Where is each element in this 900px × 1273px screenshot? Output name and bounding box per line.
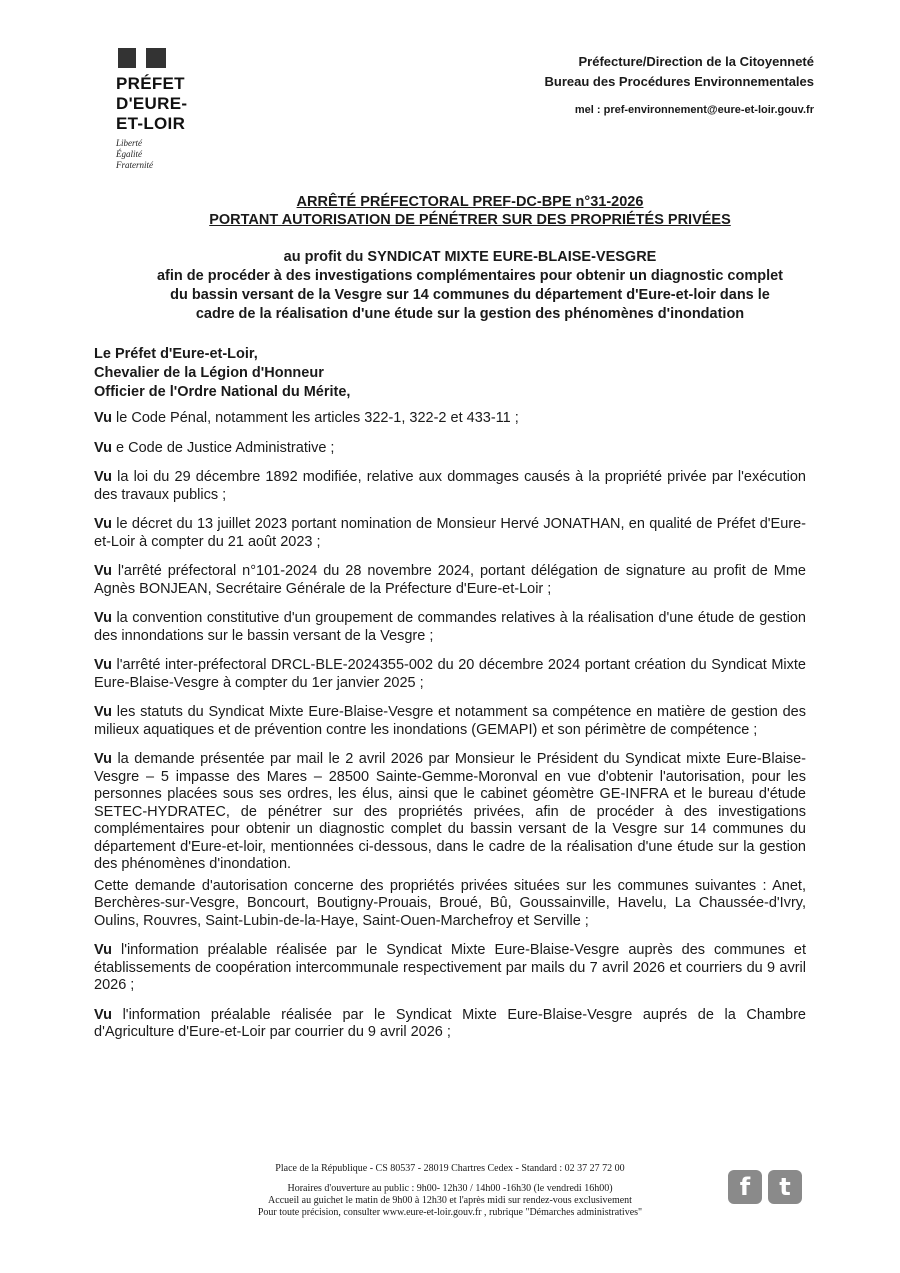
vu-paragraph: Vu la loi du 29 décembre 1892 modifiée, relative aux dommages causés à la propriété privée par l'exécution des travaux publics ; bbox=[94, 469, 806, 503]
marianne-emblem-icon bbox=[118, 48, 166, 68]
footer-address: Place de la République - CS 80537 - 28019 Chartres Cedex - Standard : 02 37 27 72 00 bbox=[275, 1163, 625, 1174]
vu-paragraph: Vu l'arrêté inter-préfectoral DRCL-BLE-2024355-002 du 20 décembre 2024 portant création du Syndicat Mixte Eure-Blaise-Vesgre à compter du 1er janvier 2025 ; bbox=[94, 657, 806, 691]
subtitle-line-3: du bassin versant de la Vesgre sur 14 communes du département d'Eure-et-loir dans le bbox=[170, 287, 770, 303]
subtitle-line-1: au profit du SYNDICAT MIXTE EURE-BLAISE-VESGRE bbox=[283, 249, 657, 265]
vu-paragraph: Vu la demande présentée par mail le 2 avril 2026 par Monsieur le Président du Syndicat mixte Eure-Blaise-Vesgre – 5 impasse des Mares – 28500 Sainte-Gemme-Moronval en vue d'obtenir l'autorisation, pour les personnes placées sous ses ordres, les élus, ainsi que le cabinet géomètre GE-INFRA et le bureau d'étude SETEC-HYDRATEC, de pénétrer sur des propriétés privées, afin de procéder à des investigations complémentaires pour obtenir un diagnostic complet du bassin versant de la Vesgre sur 14 communes du département d'Eure-et-loir, mentionnées ci-dessous, dans le cadre de la réalisation d'une étude sur la gestion des phénomènes d'inondation. bbox=[94, 751, 806, 872]
motto bbox=[116, 138, 187, 171]
vu-paragraph: Vu le Code Pénal, notamment les articles 322-1, 322-2 et 433-11 ; bbox=[94, 410, 519, 426]
vu-label: Vu bbox=[94, 657, 112, 673]
prefet-titles bbox=[94, 345, 350, 402]
page-footer bbox=[150, 1163, 750, 1219]
logo-line-3: ET-LOIR bbox=[116, 114, 186, 133]
vu-paragraph: Vu l'information préalable réalisée par le Syndicat Mixte Eure-Blaise-Vesgre auprés de la Chambre d'Agriculture d'Eure-et-Loir par courrier du 9 avril 2026 ; bbox=[94, 1006, 806, 1040]
prefecture-logo bbox=[116, 48, 187, 171]
service-header bbox=[545, 52, 814, 92]
vu-paragraph: Vu l'information préalable réalisée par le Syndicat Mixte Eure-Blaise-Vesgre auprès des communes et établissements de coopération intercommunale respectivement par mails du 7 avril 2026 et courriers du 9 avril 2026 ; bbox=[94, 942, 806, 993]
vu-paragraph: Vu les statuts du Syndicat Mixte Eure-Blaise-Vesgre et notamment sa compétence en matière de gestion des milieux aquatiques et de prévention contre les inondations (GEMAPI) et son périmètre de compétence ; bbox=[94, 704, 806, 738]
vu-label: Vu bbox=[94, 410, 112, 426]
facebook-icon[interactable]: f bbox=[728, 1170, 762, 1204]
twitter-icon[interactable]: t bbox=[768, 1170, 802, 1204]
logo-line-1: PRÉFET bbox=[116, 74, 185, 93]
vu-paragraph: Vu la convention constitutive d'un groupement de commandes relatives à la réalisation d'une étude de gestion des innondations sur le bassin versant de la Vesgre ; bbox=[94, 610, 806, 644]
title-line-2: PORTANT AUTORISATION DE PÉNÉTRER SUR DES PROPRIÉTÉS PRIVÉES bbox=[209, 212, 731, 228]
document-body bbox=[94, 410, 806, 1054]
footer-precision: Pour toute précision, consulter www.eure-et-loir.gouv.fr , rubrique "Démarches administratives" bbox=[257, 1207, 643, 1218]
service-line-2: Bureau des Procédures Environnementales bbox=[544, 74, 814, 89]
vu-label: Vu bbox=[94, 704, 112, 720]
vu-paragraph: Vu e Code de Justice Administrative ; bbox=[94, 439, 335, 456]
subtitle-line-4: cadre de la réalisation d'une étude sur la gestion des phénomènes d'inondation bbox=[195, 306, 745, 322]
vu-label: Vu bbox=[94, 1006, 112, 1023]
vu-paragraph: Vu le décret du 13 juillet 2023 portant nomination de Monsieur Hervé JONATHAN, en qualité de Préfet d'Eure-et-Loir à compter du 21 août 2023 ; bbox=[94, 516, 806, 550]
title-line-1: ARRÊTÉ PRÉFECTORAL PREF-DC-BPE n°31-2026 bbox=[296, 194, 644, 210]
vu-label: Vu bbox=[94, 516, 112, 532]
prefet-line-1: Le Préfet d'Eure-et-Loir, bbox=[94, 346, 258, 362]
subtitle-line-2: afin de procéder à des investigations complémentaires pour obtenir un diagnostic complet bbox=[156, 268, 784, 284]
vu-label: Vu bbox=[94, 942, 112, 958]
vu-label: Vu bbox=[94, 469, 112, 485]
footer-guichet: Accueil au guichet le matin de 9h00 à 12h30 et l'après midi sur rendez-vous exclusivement bbox=[268, 1195, 632, 1206]
motto-fraternite: Fraternité bbox=[116, 160, 153, 170]
social-links bbox=[728, 1170, 802, 1204]
vu-label: Vu bbox=[94, 751, 112, 767]
logo-line-2: D'EURE- bbox=[116, 94, 188, 113]
footer-hours: Horaires d'ouverture au public : 9h00- 12h30 / 14h00 -16h30 (le vendredi 16h00) bbox=[287, 1183, 613, 1194]
service-line-1: Préfecture/Direction de la Citoyenneté bbox=[578, 54, 814, 69]
vu-label: Vu bbox=[94, 610, 112, 626]
motto-egalite: Égalité bbox=[116, 149, 142, 159]
document-subtitle bbox=[100, 248, 840, 324]
prefet-line-3: Officier de l'Ordre National du Mérite, bbox=[94, 384, 351, 400]
document-title bbox=[100, 193, 840, 229]
vu-label: Vu bbox=[94, 439, 112, 456]
prefet-line-2: Chevalier de la Légion d'Honneur bbox=[94, 365, 324, 381]
communes-paragraph: Cette demande d'autorisation concerne des propriétés privées situées sur les communes suivantes : Anet, Berchères-sur-Vesgre, Boncourt, Boutigny-Prouais, Broué, Bû, Goussainville, Havelu, La Chaussée-d'Ivry, Oulins, Rouvres, Saint-Lubin-de-la-Haye, Saint-Ouen-Marchefroy et Serville ; bbox=[94, 877, 806, 929]
contact-email: mel : pref-environnement@eure-et-loir.gouv.fr bbox=[574, 104, 814, 116]
vu-label: Vu bbox=[94, 563, 112, 579]
vu-paragraph: Vu l'arrêté préfectoral n°101-2024 du 28 novembre 2024, portant délégation de signature au profit de Mme Agnès BONJEAN, Secrétaire Générale de la Préfecture d'Eure-et-Loir ; bbox=[94, 563, 806, 597]
motto-liberte: Liberté bbox=[116, 138, 142, 148]
